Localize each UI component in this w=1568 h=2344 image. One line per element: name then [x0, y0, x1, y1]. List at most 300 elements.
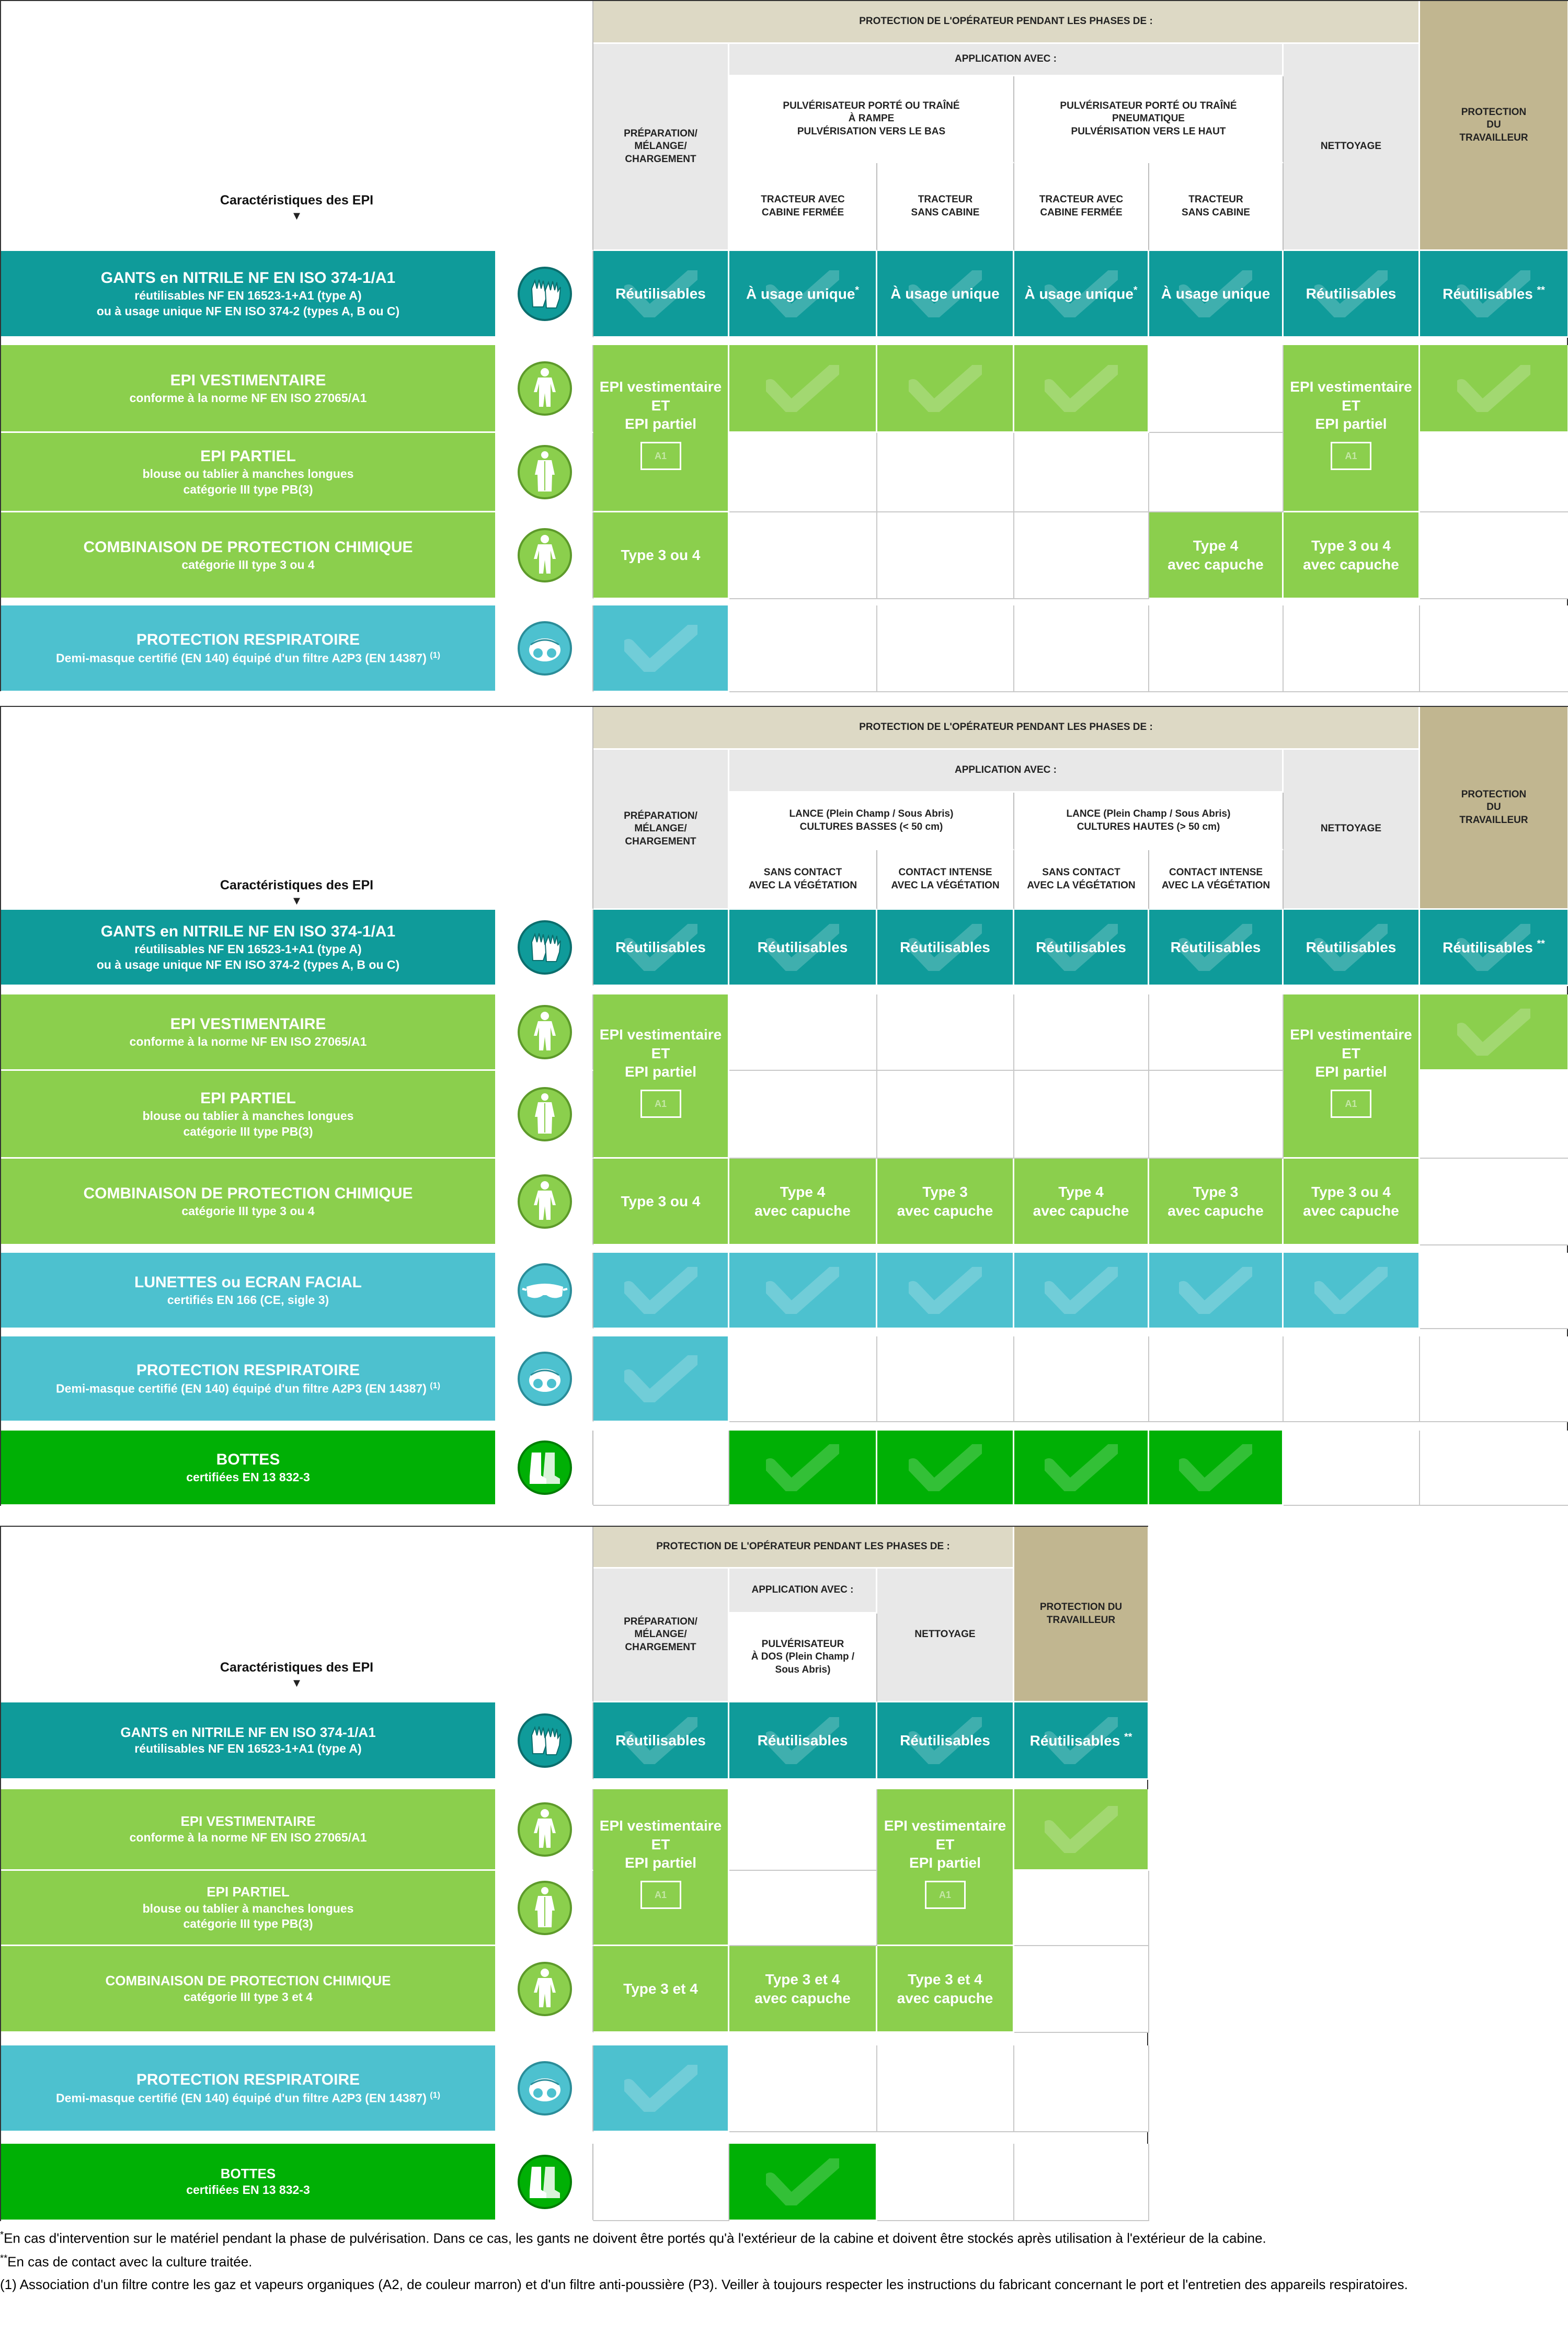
cell-check — [877, 345, 1014, 433]
value-text: Réutilisables — [1443, 939, 1533, 956]
sub-header — [877, 163, 1014, 251]
value-text: Type 3 ou 4 — [621, 546, 701, 563]
group-line: PULVÉRISATEUR PORTÉ OU TRAÎNÉ — [783, 100, 960, 112]
preparation-header — [593, 44, 729, 251]
sub-line: SANS CABINE — [1182, 207, 1250, 218]
footnote-text: (1) Association d'un filtre contre les gaz et vapeurs organiques (A2, de couleur marron) et d'un filtre anti-poussière (P3). Veiller à toujours respecter les instructions du fabricant concernant le port et l'entretien des appareils respiratoires. — [0, 2276, 1408, 2292]
group-header-pneumatique — [1014, 76, 1284, 163]
row-label-vest — [1, 1789, 497, 1871]
sub-line: À DOS (Plein Champ / — [751, 1651, 855, 1663]
value-text: Type 4 — [1058, 1183, 1104, 1200]
caption-text: Caractéristiques des EPI — [220, 877, 374, 893]
protection-travailleur-header — [1014, 1527, 1149, 1702]
row-label-partiel — [1, 433, 497, 512]
cell-value — [729, 910, 877, 986]
a1-badge: A1 — [640, 442, 681, 470]
phases-text: PROTECTION DE L'OPÉRATEUR PENDANT LES PHASES DE : — [859, 16, 1153, 27]
value-text: Type 3 et 4 — [623, 1980, 698, 1997]
boots-icon — [497, 2144, 593, 2221]
sub-header — [729, 850, 877, 910]
footnote-mark: ** — [0, 2252, 8, 2263]
value-text: ET — [1342, 1045, 1360, 1061]
value-text: À usage unique — [890, 285, 1000, 302]
note-mark: (1) — [430, 650, 440, 660]
value-text: Type 3 ou 4 — [1311, 537, 1391, 554]
prep-line: PRÉPARATION/ — [624, 1616, 697, 1628]
cell-value — [1149, 251, 1284, 338]
coverall-icon — [497, 994, 593, 1071]
note-mark: (1) — [430, 1381, 440, 1391]
cell-merged-epi — [593, 345, 729, 512]
label-title: PROTECTION RESPIRATOIRE — [136, 631, 360, 648]
sub-line: SANS CONTACT — [763, 867, 842, 878]
sub-line: TRACTEUR — [918, 194, 973, 205]
label-sub: catégorie III type 3 ou 4 — [181, 557, 315, 571]
cell-check — [1014, 345, 1149, 433]
row-label-gants — [1, 910, 497, 986]
row-label-bottes — [1, 2144, 497, 2221]
cell-merged-epi — [593, 994, 729, 1159]
cell-empty — [1149, 345, 1284, 433]
cell-value — [593, 251, 729, 338]
label-title: GANTS en NITRILE NF EN ISO 374-1/A1 — [100, 269, 396, 287]
group-line: PNEUMATIQUE — [1112, 113, 1185, 124]
sub-line: PULVÉRISATEUR — [761, 1639, 844, 1650]
label-sub: blouse ou tablier à manches longues — [142, 1901, 354, 1915]
label-sub: Demi-masque certifié (EN 140) équipé d'un filtre A2P3 (EN 14387) — [56, 2091, 427, 2105]
cell-empty — [1149, 1071, 1284, 1159]
cell-check — [1149, 1253, 1284, 1329]
group-line: À RAMPE — [848, 113, 895, 124]
caption-arrow: ▼ — [291, 1676, 303, 1689]
chemical-suit-icon — [497, 1159, 593, 1245]
cell-check — [1014, 1431, 1149, 1506]
label-title: EPI VESTIMENTAIRE — [180, 1813, 316, 1830]
cell-empty — [1014, 605, 1149, 692]
row-label-partiel — [1, 1071, 497, 1159]
label-sub: certifiées EN 13 832-3 — [186, 1470, 310, 1484]
application-text: APPLICATION AVEC : — [955, 764, 1057, 776]
pt-line: PROTECTION DU — [1039, 1602, 1123, 1613]
cell-empty — [877, 605, 1014, 692]
value-text: Réutilisables — [615, 285, 706, 302]
cell-value — [1420, 910, 1568, 986]
gloves-icon — [497, 910, 593, 986]
cell-value — [1149, 910, 1284, 986]
sub-line: CABINE FERMÉE — [761, 207, 844, 218]
label-title: BOTTES — [216, 1450, 280, 1468]
cell-empty — [593, 1431, 729, 1506]
cell-check — [1284, 1253, 1420, 1329]
value-text: avec capuche — [754, 1202, 851, 1219]
cell-empty — [1149, 1336, 1284, 1422]
sub-line: AVEC LA VÉGÉTATION — [1027, 879, 1136, 891]
label-sub: catégorie III type 3 et 4 — [184, 1990, 313, 2004]
value-text: Réutilisables — [900, 1732, 990, 1748]
sub-line: TRACTEUR AVEC — [1039, 194, 1124, 205]
value-text: Type 4 — [780, 1183, 826, 1200]
cell-empty — [1420, 512, 1568, 599]
value-text: À usage unique — [1024, 285, 1134, 302]
sub-line: CONTACT INTENSE — [898, 867, 992, 878]
cell-value — [729, 1946, 877, 2033]
value-text: EPI vestimentaire — [884, 1817, 1006, 1834]
label-sub: réutilisables NF EN 16523-1+A1 (type A) — [134, 289, 362, 303]
application-text: APPLICATION AVEC : — [955, 53, 1057, 65]
sub-line: TRACTEUR — [1188, 194, 1243, 205]
table-2 — [0, 706, 1568, 1506]
cell-value — [593, 1946, 729, 2033]
goggles-icon — [497, 1253, 593, 1329]
cell-empty — [1014, 994, 1149, 1071]
caption-text: Caractéristiques des EPI — [220, 192, 374, 208]
cell-empty — [1284, 1336, 1420, 1422]
sub-line: AVEC LA VÉGÉTATION — [1161, 879, 1271, 891]
apron-icon — [497, 433, 593, 512]
cell-empty — [1149, 433, 1284, 512]
nettoyage-text: NETTOYAGE — [914, 1629, 976, 1640]
protection-travailleur-header — [1420, 1, 1568, 251]
cell-value — [1420, 251, 1568, 338]
prep-line: CHARGEMENT — [625, 153, 696, 165]
sub-header — [1149, 163, 1284, 251]
header-caption — [1, 707, 593, 910]
row-label-combi — [1, 1946, 497, 2033]
label-title: EPI PARTIEL — [200, 447, 296, 465]
cell-check — [729, 345, 877, 433]
cell-empty — [877, 1336, 1014, 1422]
cell-empty — [593, 2144, 729, 2221]
group-line: LANCE (Plein Champ / Sous Abris) — [789, 808, 954, 820]
caption-text: Caractéristiques des EPI — [220, 1660, 374, 1675]
label-sub: réutilisables NF EN 16523-1+A1 (type A) — [134, 1742, 362, 1756]
cell-merged-epi — [1284, 345, 1420, 512]
row-label-resp — [1, 605, 497, 692]
dstar-mark: ** — [1537, 937, 1545, 950]
cell-check — [1014, 1789, 1149, 1871]
label-title: GANTS en NITRILE NF EN ISO 374-1/A1 — [120, 1724, 376, 1741]
label-title: EPI PARTIEL — [207, 1884, 290, 1900]
nettoyage-header — [1284, 44, 1420, 251]
cell-value — [1149, 512, 1284, 599]
value-text: EPI partiel — [625, 1855, 696, 1871]
cell-empty — [1420, 1336, 1568, 1422]
value-text: Type 3 et 4 — [765, 1971, 840, 1987]
group-line: PULVÉRISATION VERS LE BAS — [797, 125, 946, 137]
cell-value — [877, 1159, 1014, 1245]
cell-empty — [1014, 433, 1149, 512]
cell-value — [877, 1946, 1014, 2033]
cell-value — [1149, 1159, 1284, 1245]
cell-empty — [1014, 1071, 1149, 1159]
label-title: GANTS en NITRILE NF EN ISO 374-1/A1 — [100, 922, 396, 940]
cell-merged-epi — [1284, 994, 1420, 1159]
group-line: CULTURES HAUTES (> 50 cm) — [1077, 821, 1220, 832]
label-sub: ou à usage unique NF EN ISO 374-2 (types A, B ou C) — [96, 304, 400, 318]
row-label-resp — [1, 1336, 497, 1422]
pt-line: DU — [1486, 802, 1501, 813]
label-title: LUNETTES ou ECRAN FACIAL — [134, 1273, 362, 1291]
prep-line: MÉLANGE/ — [634, 141, 687, 152]
cell-value — [877, 1702, 1014, 1780]
value-text: Réutilisables — [1443, 285, 1533, 302]
cell-check — [593, 605, 729, 692]
dstar-mark: ** — [1537, 284, 1545, 296]
value-text: Réutilisables — [1170, 939, 1261, 955]
sub-header — [877, 850, 1014, 910]
cell-value — [729, 251, 877, 338]
gloves-icon — [497, 251, 593, 338]
sub-header — [729, 163, 877, 251]
value-text: Réutilisables — [757, 1732, 848, 1748]
cell-empty — [1014, 2045, 1149, 2132]
cell-value — [877, 251, 1014, 338]
cell-empty — [729, 605, 877, 692]
cell-value — [1014, 1702, 1149, 1780]
cell-value — [1284, 1159, 1420, 1245]
footnotes — [0, 2228, 1568, 2298]
dstar-mark: ** — [1124, 1731, 1132, 1743]
phases-header — [593, 707, 1420, 750]
cell-check — [877, 1431, 1014, 1506]
star-mark: * — [1133, 284, 1138, 296]
half-mask-icon — [497, 1336, 593, 1422]
phases-header — [593, 1, 1420, 44]
preparation-header — [593, 1569, 729, 1702]
value-text: Type 3 — [1193, 1183, 1239, 1200]
prep-line: MÉLANGE/ — [634, 1629, 687, 1640]
value-text: avec capuche — [897, 1989, 993, 2006]
cell-empty — [729, 1336, 877, 1422]
value-text: ET — [651, 1045, 670, 1061]
preparation-header — [593, 750, 729, 910]
sub-line: CABINE FERMÉE — [1040, 207, 1123, 218]
sub-header — [1014, 163, 1149, 251]
cell-empty — [1014, 1946, 1149, 2033]
phases-header — [593, 1527, 1014, 1569]
sub-line: AVEC LA VÉGÉTATION — [748, 879, 857, 891]
a1-badge: A1 — [1331, 1090, 1371, 1118]
footnote-text: En cas d'intervention sur le matériel pendant la phase de pulvérisation. Dans ce cas, les gants ne doivent être portés qu'à l'extérieur de la cabine et doivent être stockés après utilisation à l'extérieur de la cabine. — [4, 2230, 1266, 2246]
protection-travailleur-header — [1420, 707, 1568, 910]
sub-line: SANS CABINE — [911, 207, 980, 218]
cell-empty — [729, 512, 877, 599]
value-text: ET — [651, 397, 670, 414]
row-label-resp — [1, 2045, 497, 2132]
star-mark: * — [855, 284, 860, 296]
cell-check — [1014, 1253, 1149, 1329]
value-text: EPI vestimentaire — [599, 1817, 722, 1834]
label-title: PROTECTION RESPIRATOIRE — [136, 1361, 360, 1379]
value-text: EPI vestimentaire — [1290, 378, 1412, 395]
value-text: avec capuche — [1033, 1202, 1129, 1219]
application-text: APPLICATION AVEC : — [751, 1584, 854, 1596]
cell-empty — [1014, 2144, 1149, 2221]
label-title: PROTECTION RESPIRATOIRE — [136, 2071, 360, 2088]
value-text: avec capuche — [1303, 556, 1399, 573]
footnote-text: En cas de contact avec la culture traitée. — [7, 2254, 253, 2270]
label-sub: catégorie III type 3 ou 4 — [181, 1204, 315, 1218]
value-text: EPI vestimentaire — [599, 1026, 722, 1043]
row-label-vest — [1, 994, 497, 1071]
cell-value — [729, 1702, 877, 1780]
value-text: avec capuche — [897, 1202, 993, 1219]
cell-empty — [1149, 994, 1284, 1071]
cell-empty — [1420, 433, 1568, 512]
a1-badge: A1 — [640, 1881, 681, 1909]
half-mask-icon — [497, 605, 593, 692]
cell-empty — [1420, 1071, 1568, 1159]
label-sub: Demi-masque certifié (EN 140) équipé d'un filtre A2P3 (EN 14387) — [56, 651, 427, 665]
a1-badge: A1 — [1331, 442, 1371, 470]
label-sub: conforme à la norme NF EN ISO 27065/A1 — [129, 391, 367, 405]
value-text: Réutilisables — [1306, 939, 1397, 955]
value-text: EPI partiel — [909, 1855, 981, 1871]
row-label-gants — [1, 1702, 497, 1780]
value-text: ET — [935, 1836, 955, 1853]
pt-line: PROTECTION — [1461, 107, 1527, 118]
label-sub: conforme à la norme NF EN ISO 27065/A1 — [129, 1831, 367, 1845]
label-title: COMBINAISON DE PROTECTION CHIMIQUE — [83, 1184, 413, 1202]
group-line: PULVÉRISATION VERS LE HAUT — [1071, 125, 1226, 137]
label-sub: blouse ou tablier à manches longues — [142, 1109, 354, 1123]
cell-check — [593, 1253, 729, 1329]
row-label-vest — [1, 345, 497, 433]
chemical-suit-icon — [497, 512, 593, 599]
cell-empty — [1014, 1871, 1149, 1946]
row-label-combi — [1, 512, 497, 599]
value-text: Type 4 — [1193, 537, 1239, 554]
value-text: EPI partiel — [1315, 416, 1387, 432]
cell-value — [877, 910, 1014, 986]
value-text: EPI vestimentaire — [599, 378, 722, 395]
value-text: Réutilisables — [900, 939, 990, 955]
phases-text: PROTECTION DE L'OPÉRATEUR PENDANT LES PHASES DE : — [656, 1541, 950, 1552]
value-text: EPI partiel — [625, 1064, 696, 1080]
value-text: Réutilisables — [1036, 939, 1126, 955]
value-text: avec capuche — [1303, 1202, 1399, 1219]
cell-empty — [729, 994, 877, 1071]
sub-header — [729, 1614, 877, 1702]
a1-badge: A1 — [925, 1881, 966, 1909]
cell-check — [1420, 994, 1568, 1071]
prep-line: CHARGEMENT — [625, 1641, 696, 1653]
value-text: EPI partiel — [1315, 1064, 1387, 1080]
value-text: Type 3 ou 4 — [1311, 1183, 1391, 1200]
header-caption — [1, 1, 593, 251]
row-label-combi — [1, 1159, 497, 1245]
label-sub: conforme à la norme NF EN ISO 27065/A1 — [129, 1034, 367, 1048]
cell-empty — [1284, 605, 1420, 692]
group-line: CULTURES BASSES (< 50 cm) — [799, 821, 943, 832]
footnote-3 — [0, 2276, 1568, 2294]
cell-check — [729, 1253, 877, 1329]
half-mask-icon — [497, 2045, 593, 2132]
pt-line: TRAVAILLEUR — [1459, 132, 1528, 143]
row-label-lunettes — [1, 1253, 497, 1329]
label-title: BOTTES — [220, 2166, 276, 2182]
header-caption — [1, 1527, 593, 1702]
chemical-suit-icon — [497, 1946, 593, 2033]
pt-line: TRAVAILLEUR — [1459, 814, 1528, 826]
cell-check — [877, 1253, 1014, 1329]
value-text: Type 3 ou 4 — [621, 1193, 701, 1209]
cell-empty — [1420, 1253, 1568, 1329]
cell-empty — [877, 994, 1014, 1071]
group-header-rampe — [729, 76, 1014, 163]
value-text: avec capuche — [1168, 556, 1264, 573]
coverall-icon — [497, 1789, 593, 1871]
cell-value — [1284, 910, 1420, 986]
label-title: EPI PARTIEL — [200, 1089, 296, 1107]
label-sub: certifiés EN 166 (CE, sigle 3) — [167, 1293, 329, 1307]
sub-line: CONTACT INTENSE — [1169, 867, 1263, 878]
cell-empty — [1014, 1336, 1149, 1422]
cell-value — [593, 1159, 729, 1245]
value-text: À usage unique — [1161, 285, 1271, 302]
footnote-1 — [0, 2228, 1568, 2248]
sub-line: TRACTEUR AVEC — [761, 194, 845, 205]
cell-empty — [729, 1789, 877, 1871]
prep-line: PRÉPARATION/ — [624, 810, 697, 822]
cell-value — [1014, 910, 1149, 986]
cell-empty — [1149, 605, 1284, 692]
cell-empty — [1014, 512, 1149, 599]
value-text: Réutilisables — [1306, 285, 1397, 302]
sub-header — [1014, 850, 1149, 910]
cell-value — [729, 1159, 877, 1245]
label-sub: réutilisables NF EN 16523-1+A1 (type A) — [134, 942, 362, 956]
value-text: Type 3 — [922, 1183, 968, 1200]
group-header-hautes — [1014, 793, 1284, 850]
pt-line: PROTECTION — [1461, 789, 1527, 801]
cell-merged-epi — [593, 1789, 729, 1946]
cell-empty — [877, 2045, 1014, 2132]
caption-arrow: ▼ — [291, 894, 303, 907]
cell-check — [729, 2144, 877, 2221]
cell-empty — [877, 433, 1014, 512]
cell-value — [593, 512, 729, 599]
prep-line: MÉLANGE/ — [634, 823, 687, 834]
cell-merged-epi — [877, 1789, 1014, 1946]
application-header — [729, 44, 1284, 76]
cell-check — [593, 2045, 729, 2132]
sub-line: SANS CONTACT — [1042, 867, 1120, 878]
table-1 — [0, 0, 1568, 691]
cell-value — [1284, 251, 1420, 338]
footnote-mark: * — [0, 2229, 4, 2240]
label-sub: Demi-masque certifié (EN 140) équipé d'un filtre A2P3 (EN 14387) — [56, 1381, 427, 1396]
prep-line: PRÉPARATION/ — [624, 128, 697, 140]
apron-icon — [497, 1071, 593, 1159]
cell-empty — [1284, 1431, 1420, 1506]
label-sub: catégorie III type PB(3) — [183, 1917, 313, 1931]
label-sub: catégorie III type PB(3) — [183, 1124, 313, 1138]
row-label-bottes — [1, 1431, 497, 1506]
cell-check — [1149, 1431, 1284, 1506]
value-text: Type 3 et 4 — [908, 1971, 982, 1987]
group-header-basses — [729, 793, 1014, 850]
pt-line: TRAVAILLEUR — [1046, 1614, 1116, 1626]
label-sub: ou à usage unique NF EN ISO 374-2 (types A, B ou C) — [96, 957, 400, 971]
row-label-gants — [1, 251, 497, 338]
nettoyage-header — [1284, 750, 1420, 910]
value-text: EPI vestimentaire — [1290, 1026, 1412, 1043]
value-text: Réutilisables — [615, 1732, 706, 1748]
phases-text: PROTECTION DE L'OPÉRATEUR PENDANT LES PHASES DE : — [859, 722, 1153, 733]
value-text: avec capuche — [1168, 1202, 1264, 1219]
value-text: Réutilisables — [1029, 1732, 1120, 1749]
